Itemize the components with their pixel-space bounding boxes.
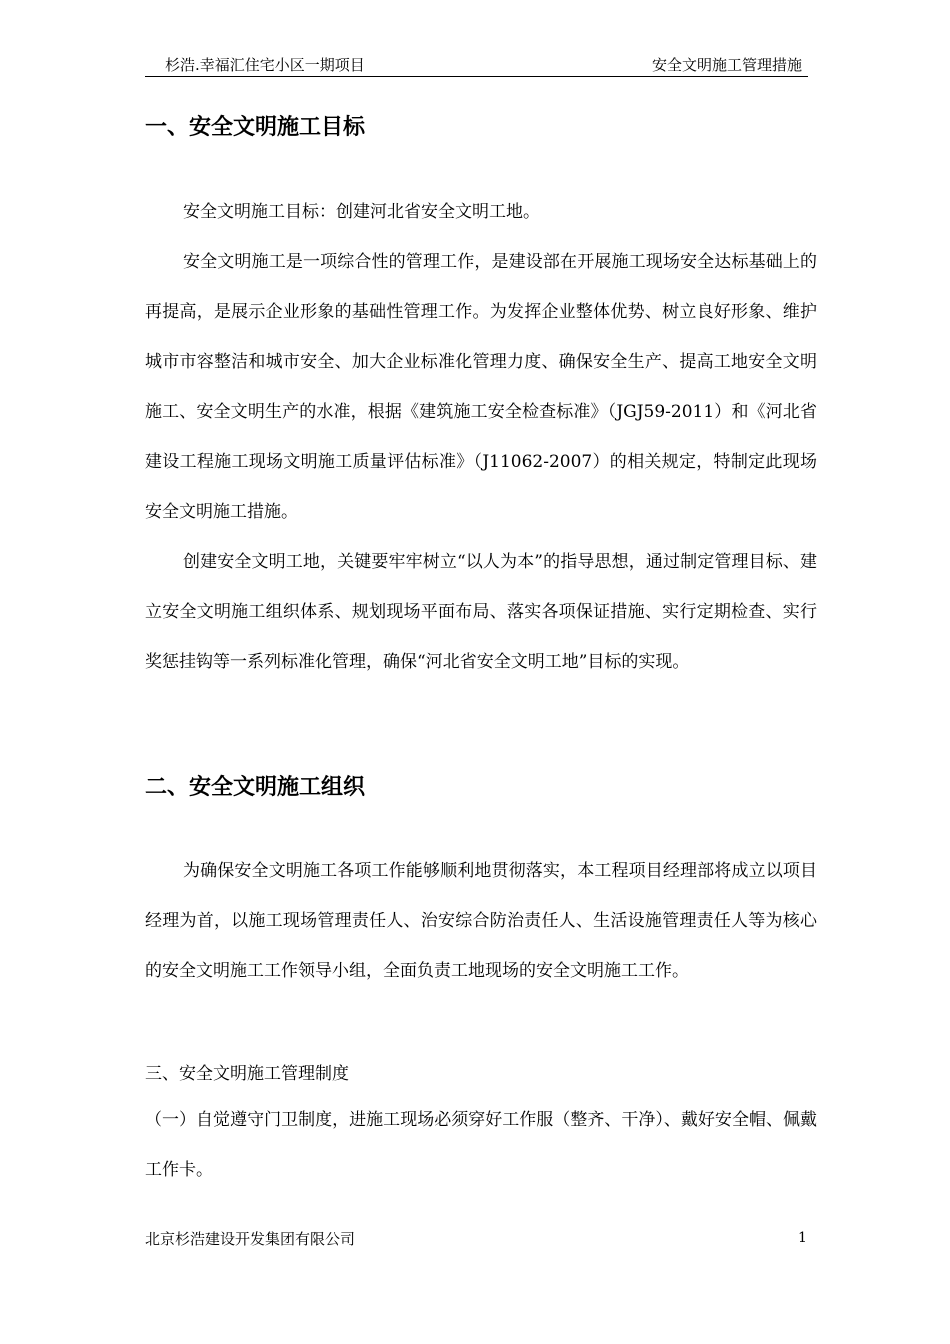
section3-item-1: （一）自觉遵守门卫制度，进施工现场必须穿好工作服（整齐、干净）、戴好安全帽、佩戴工作卡。 (145, 1110, 817, 1180)
page-header (145, 52, 808, 77)
section1-paragraph-overview: 安全文明施工是一项综合性的管理工作，是建设部在开展施工现场安全达标基础上的再提高，是展示企业形象的基础性管理工作。为发挥企业整体优势、树立良好形象、维护城市市容整洁和城市安全、加大企业标准化管理力度、确保安全生产、提高工地安全文明施工、安全文明生产的水准，根据《建筑施工安全检查标准》（JGJ59-2011）和《河北省建设工程施工现场文明施工质量评估标准》（J11062-2007）的相关规定，特制定此现场安全文明施工措施。 (145, 252, 817, 522)
footer-company: 北京杉浩建设开发集团有限公司 (145, 1230, 356, 1248)
header-document-title: 安全文明施工管理措施 (651, 56, 802, 74)
section1-paragraph-approach: 创建安全文明工地，关键要牢牢树立“以人为本”的指导思想，通过制定管理目标、建立安全文明施工组织体系、规划现场平面布局、落实各项保证措施、实行定期检查、实行奖惩挂钩等一系列标准化管理，确保“河北省安全文明工地”目标的实现。 (145, 552, 817, 672)
section1-paragraph-goal: 安全文明施工目标：创建河北省安全文明工地。 (183, 202, 540, 222)
header-project-name: 杉浩.幸福汇住宅小区一期项目 (165, 56, 365, 74)
section3-heading: 三、安全文明施工管理制度 (145, 1064, 349, 1084)
section2-heading: 二、安全文明施工组织 (145, 775, 366, 800)
section2-paragraph: 为确保安全文明施工各项工作能够顺利地贯彻落实，本工程项目经理部将成立以项目经理为首，以施工现场管理责任人、治安综合防治责任人、生活设施管理责任人等为核心的安全文明施工工作领导小组，全面负责工地现场的安全文明施工工作。 (145, 861, 817, 981)
section1-heading: 一、安全文明施工目标 (145, 115, 366, 140)
footer-page-number: 1 (798, 1230, 807, 1246)
